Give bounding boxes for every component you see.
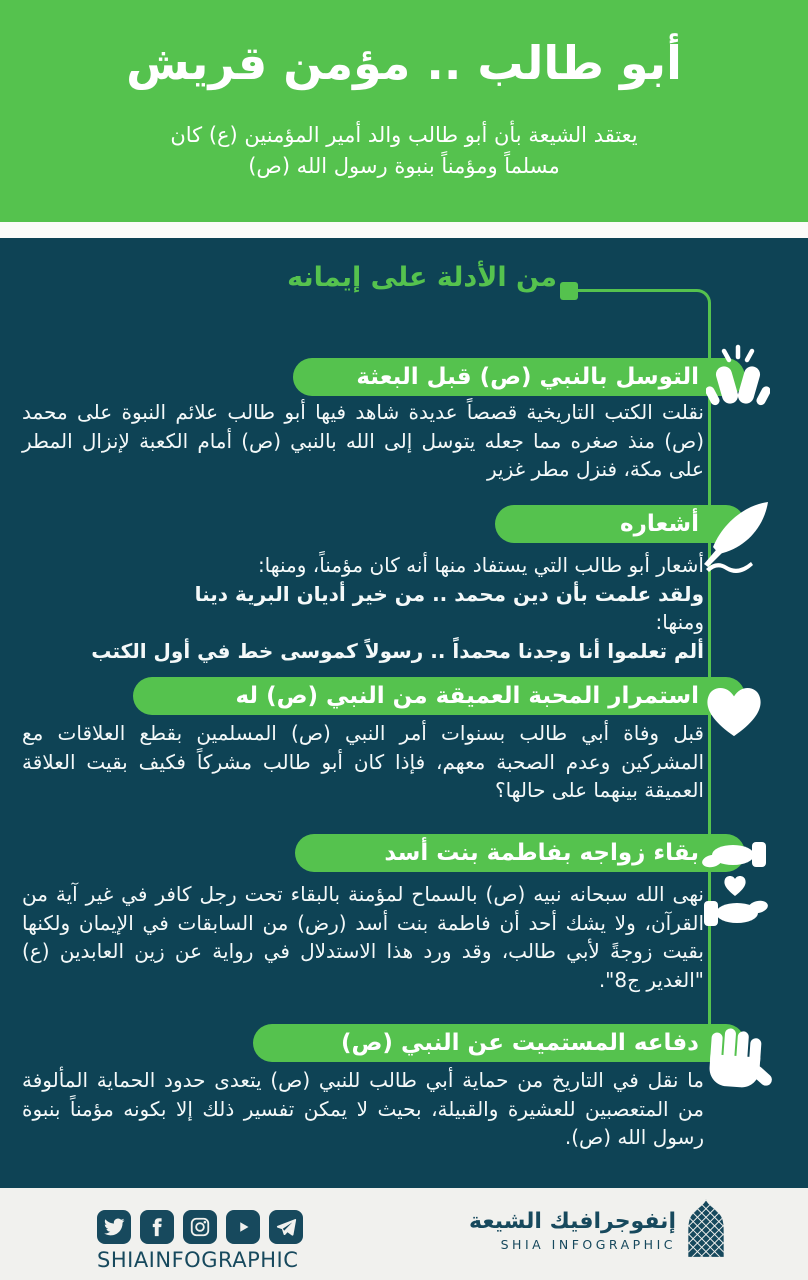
- section-title-marriage: بقاء زواجه بفاطمة بنت أسد: [295, 834, 745, 872]
- section-title-tawassul: التوسل بالنبي (ص) قبل البعثة: [293, 358, 745, 396]
- facebook-icon[interactable]: [140, 1210, 174, 1244]
- evidence-heading: من الأدلة على إيمانه: [287, 262, 557, 293]
- heart-icon: [702, 680, 766, 744]
- telegram-icon[interactable]: [269, 1210, 303, 1244]
- social-handle: SHIAINFOGRAPHIC: [97, 1248, 299, 1272]
- youtube-icon[interactable]: [226, 1210, 260, 1244]
- brand-name-arabic: إنفوجرافيك الشيعة: [469, 1208, 676, 1234]
- brand-logo: [469, 1198, 726, 1262]
- poem-verse-2: ألم تعلموا أنا وجدنا محمداً .. رسولاً كموسى خط في أول الكتب: [91, 638, 704, 663]
- brand-name-english: SHIA INFOGRAPHIC: [500, 1236, 676, 1252]
- raised-hand-icon: [702, 1026, 772, 1102]
- subtitle-line-2: مسلماً ومؤمناً بنبوة رسول الله (ص): [248, 154, 560, 178]
- poem-verse-1: ولقد علمت بأن دين محمد .. من خير أديان البرية دينا: [194, 581, 704, 606]
- page-subtitle: [124, 120, 684, 182]
- section-body-defense: ما نقل في التاريخ من حماية أبي طالب للنبي (ص) يتعدى حدود الحماية المألوفة من المتعصبين للعشيرة والقبيلة، بحيث لا يمكن تفسير ذلك إلا بكونه مؤمناً بنبوة رسول الله (ص).: [22, 1068, 704, 1149]
- hands-exchanging-heart-icon: [700, 838, 770, 934]
- praying-hands-icon: [706, 344, 770, 426]
- feather-quill-icon: [700, 498, 774, 578]
- poems-intro: أشعار أبو طالب التي يستفاد منها أنه كان مؤمناً، ومنها:: [257, 553, 704, 577]
- mosque-arch-icon: [686, 1198, 726, 1262]
- section-body-marriage: نهى الله سبحانه نبيه (ص) بالسماح لمؤمنة بالبقاء تحت رجل كافر في غير آية من القرآن، ولا يشك أحد أن فاطمة بنت أسد (رض) من السابقات في الإيمان ولكنها بقيت زوجةً لأبي طالب، وقد ورد هذا الاستدلال في رواية عن زين العابدين (ع) "الغدير ج8".: [22, 882, 704, 992]
- header-banner: [0, 0, 808, 222]
- page-title: أبو طالب .. مؤمن قريش: [126, 36, 682, 90]
- subtitle-line-1: يعتقد الشيعة بأن أبو طالب والد أمير المؤمنين (ع) كان: [170, 123, 638, 147]
- section-title-poems: أشعاره: [495, 505, 745, 543]
- header-divider-strip: [0, 222, 808, 238]
- section-title-love: استمرار المحبة العميقة من النبي (ص) له: [133, 677, 745, 715]
- twitter-icon[interactable]: [97, 1210, 131, 1244]
- section-title-defense: دفاعه المستميت عن النبي (ص): [253, 1024, 745, 1062]
- section-body-love: قبل وفاة أبي طالب بسنوات أمر النبي (ص) المسلمين بقطع العلاقات مع المشركين وعدم الصحبة معهم، فإذا كان أبو طالب مشركاً فكيف بقيت العلاقة العميقة بينهما على حالها؟: [22, 721, 704, 802]
- section-body-tawassul: نقلت الكتب التاريخية قصصاً عديدة شاهد فيها أبو طالب علائم النبوة على محمد (ص) منذ صغره مما جعله يتوسل إلى الله بالنبي (ص) أمام الكعبة لإنزال المطر على مكة، فنزل مطر غزير: [22, 400, 704, 481]
- instagram-icon[interactable]: [183, 1210, 217, 1244]
- section-body-poems: [22, 551, 704, 665]
- footer: [0, 1188, 808, 1280]
- social-icons-row: [97, 1210, 303, 1244]
- heading-square-marker: [560, 282, 578, 300]
- poems-more-label: ومنها:: [655, 610, 704, 634]
